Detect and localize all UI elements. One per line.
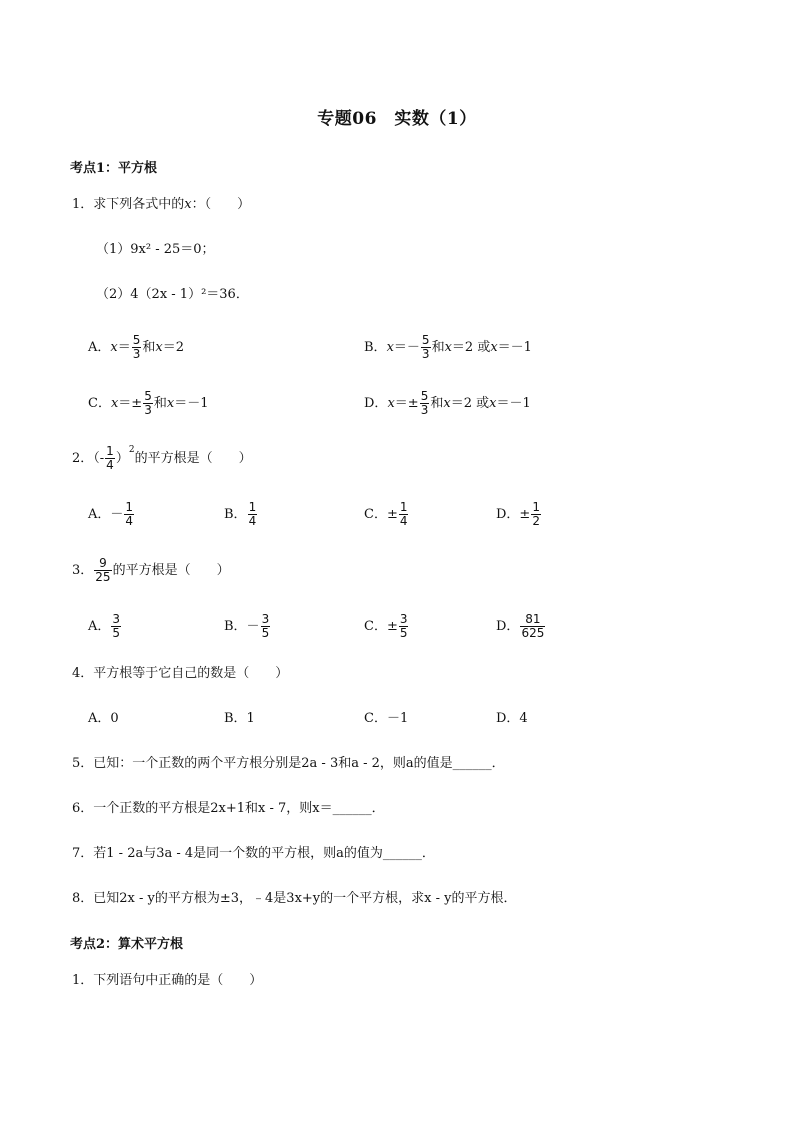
- question-4-stem: 4．平方根等于它自己的数是（ ）: [72, 666, 289, 681]
- section-2-question-1: 1．下列语句中正确的是（ ）: [72, 973, 263, 988]
- question-1-option-d: D．x＝± $\frac{5}{3}$ 和x＝2 或x＝－1: [364, 389, 531, 417]
- question-1-option-a: A．x＝ $\frac{5}{3}$ 和x＝2: [88, 333, 185, 361]
- question-2-option-a: A．－ $\frac{1}{4}$: [88, 500, 134, 528]
- question-3-option-b: B．－ $\frac{3}{5}$: [224, 612, 270, 640]
- question-2-option-b: B． $\frac{1}{4}$: [224, 500, 257, 528]
- question-2-stem: 2．（- $\frac{1}{4}$ ）$^2$的平方根是（ ）: [72, 444, 252, 472]
- question-3-option-a: A． $\frac{3}{5}$: [88, 612, 121, 640]
- question-5: 5．已知：一个正数的两个平方根分别是2a - 3和a - 2，则a的值是______．: [72, 756, 505, 771]
- question-7: 7．若1 - 2a与3a - 4是同一个数的平方根，则a的值为______．: [72, 846, 435, 861]
- section-heading-2: 考点2：算术平方根: [70, 937, 184, 952]
- question-1-option-b: B．x＝－ $\frac{5}{3}$ 和x＝2 或x＝－1: [364, 333, 532, 361]
- question-1-sub-2: （2）4（2x - 1）²＝36．: [96, 287, 249, 302]
- question-6: 6．一个正数的平方根是2x+1和x - 7，则x＝______．: [72, 801, 385, 816]
- page-title: 专题06 实数（1）: [317, 109, 477, 129]
- question-1-stem-suffix: ：（ ）: [191, 197, 251, 212]
- question-2-option-c: C．± $\frac{1}{4}$: [364, 500, 408, 528]
- question-3-stem: 3． $\frac{9}{25}$ 的平方根是（ ）: [72, 556, 230, 584]
- question-3-option-d: D． $\frac{81}{625}$: [496, 612, 545, 640]
- question-3-option-c: C．± $\frac{3}{5}$: [364, 612, 408, 640]
- question-1-stem-prefix: 1．求下列各式中的: [72, 197, 185, 212]
- question-1-sub-1: （1）9x² - 25＝0；: [96, 242, 215, 257]
- question-1-stem-var: x: [184, 197, 192, 212]
- question-4-option-d: D．4: [496, 711, 528, 726]
- question-8: 8．已知2x - y的平方根为±3，﹣4是3x+y的一个平方根，求x - y的平方根．: [72, 891, 517, 906]
- question-1-option-c: C．x＝± $\frac{5}{3}$ 和x＝－1: [88, 389, 209, 417]
- question-2-option-d: D．± $\frac{1}{2}$: [496, 500, 540, 528]
- question-4-option-c: C．－1: [364, 711, 409, 726]
- question-4-option-b: B．1: [224, 711, 255, 726]
- question-4-option-a: A．0: [88, 711, 119, 726]
- section-heading-1: 考点1：平方根: [70, 161, 158, 176]
- question-1-stem: [72, 196, 250, 214]
